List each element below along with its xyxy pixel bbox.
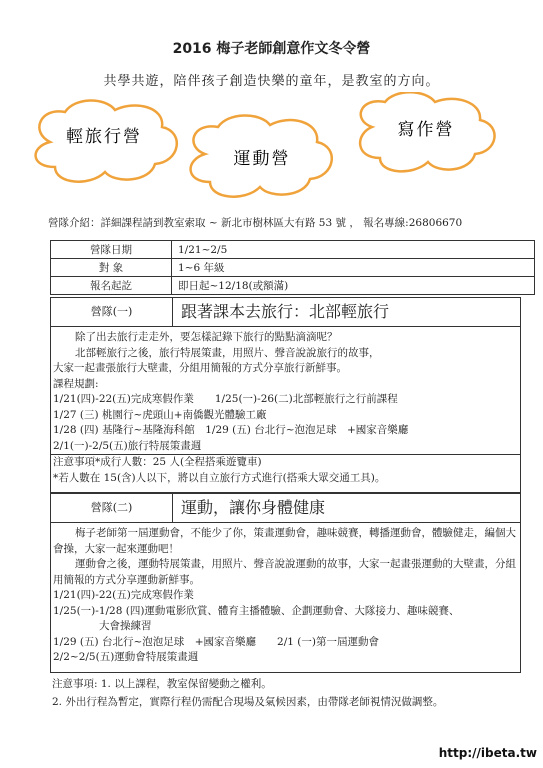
camp-one-note: *若人數在 15(含)人以下，將以自立旅行方式進行(搭乘大眾交通工具)。	[53, 471, 386, 484]
camp-one-line: 1/21(四)-22(五)完成寒假作業 1/25(一)-26(二)北部輕旅行之行前課程	[53, 393, 398, 405]
cloud-label-travel: 輕旅行營	[66, 127, 142, 147]
camp-one-line: 北部輕旅行之後，旅行特展策畫，用照片、聲音說說旅行的故事，	[75, 346, 380, 359]
info-value: 1~6 年級	[172, 259, 535, 277]
camp-one-note: 注意事項*成行人數：25 人(全程搭乘遊覽車)	[53, 456, 262, 468]
camp-two-header	[51, 494, 520, 523]
camp-one-line: 大家一起畫張旅行大壁畫，分組用簡報的方式分享旅行新鮮事。	[53, 362, 347, 374]
table-row	[51, 259, 535, 277]
info-value: 即日起~12/18(或額滿)	[172, 277, 535, 295]
camp-one-label: 營隊(一)	[51, 298, 173, 326]
camp-two-line: 大會操練習	[99, 620, 152, 632]
camp-one-section	[50, 297, 521, 493]
camp-two-name: 運動，讓你身體健康	[181, 498, 326, 517]
camp-one-line: 1/27 (三) 桃園行~虎頭山+南僑觀光體驗工廠	[53, 408, 267, 421]
table-row	[51, 277, 535, 295]
camp-one-name: 跟著課本去旅行：北部輕旅行	[181, 302, 390, 321]
intro-text: 營隊介紹：詳細課程請到教室索取 ~ 新北市樹林區大有路 53 號 ， 報名專線:26806670	[48, 217, 463, 229]
info-table	[50, 240, 535, 295]
camp-one-notes	[51, 454, 520, 486]
watermark: http://ibeta.tw	[438, 746, 537, 760]
footer-note: 注意事項: 1. 以上課程，教室保留變動之權利。	[52, 678, 272, 690]
camp-one-line: 2/1(一)-2/5(五)旅行特展策畫週	[53, 439, 202, 452]
camp-two-line: 1/21(四)-22(五)完成寒假作業	[53, 589, 194, 601]
camp-one-body	[51, 327, 520, 454]
cloud-banner	[20, 92, 530, 202]
info-key: 對 象	[51, 259, 172, 277]
camp-one-header	[51, 298, 520, 327]
info-key: 營隊日期	[51, 241, 172, 259]
camp-one-line: 除了出去旅行走走外，要怎樣記錄下旅行的點點滴滴呢？	[75, 331, 338, 343]
cloud-label-writing: 寫作營	[397, 120, 455, 140]
camp-two-line: 2/2~2/5(五)運動會特展策畫週	[53, 651, 199, 663]
camp-two-line: 梅子老師第一屆運動會，不能少了你，策畫運動會，趣味競賽，轉播運動會，體驗健走，編個大會操，大家一起來運動吧！	[53, 527, 516, 555]
info-key: 報名起訖	[51, 277, 172, 295]
camp-two-body	[51, 523, 520, 666]
camp-two-section	[50, 493, 521, 673]
camp-two-line: 1/25(一)-1/28 (四)運動電影欣賞、體育主播體驗、企劃運動會、大隊接力、趣味競賽、	[53, 604, 460, 617]
footer-note: 2. 外出行程為暫定，實際行程仍需配合現場及氣候因素，由帶隊老師視情況做調整。	[52, 696, 444, 708]
camp-two-line: 1/29 (五) 台北行~泡泡足球 +國家音樂廳 2/1 (一)第一屆運動會	[53, 635, 379, 648]
camp-one-line: 1/28 (四) 基隆行~基隆海科館 1/29 (五) 台北行~泡泡足球 +國家音樂廳	[53, 424, 409, 436]
camp-two-label: 營隊(二)	[51, 494, 173, 522]
camp-one-line: 課程規劃:	[53, 377, 99, 390]
table-row	[51, 241, 535, 259]
info-value: 1/21~2/5	[172, 241, 535, 259]
cloud-label-sports: 運動營	[233, 149, 291, 169]
camp-two-line: 運動會之後，運動特展策畫，用照片、聲音說說運動的故事，大家一起畫張運動的大壁畫，分組用簡報的方式分享運動新鮮事。	[53, 558, 516, 586]
slogan: 共學共遊，陪伴孩子創造快樂的童年，是教室的方向。	[103, 74, 440, 89]
page-title: 2016 梅子老師創意作文冬令營	[172, 41, 371, 57]
